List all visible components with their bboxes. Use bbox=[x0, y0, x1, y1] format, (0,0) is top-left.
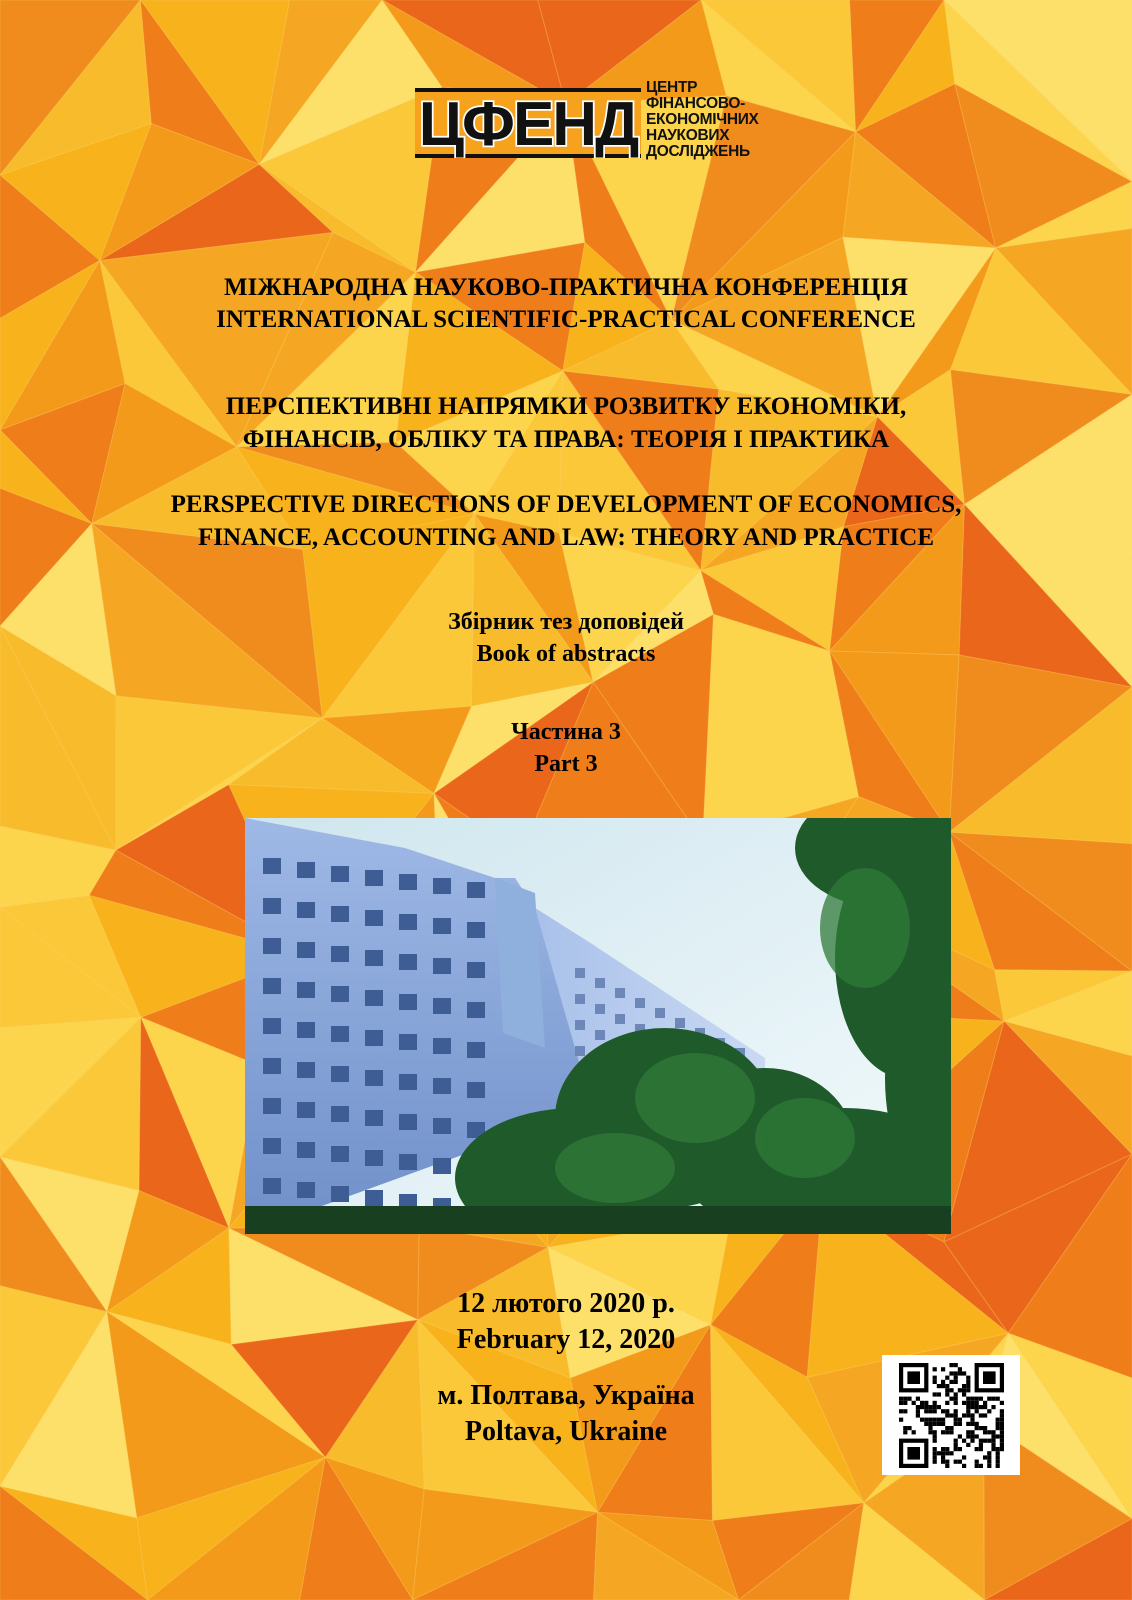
logo-line: ДОСЛІДЖЕНЬ bbox=[646, 143, 750, 160]
date-ua: 12 лютого 2020 р. bbox=[457, 1288, 675, 1319]
title-en bbox=[0, 488, 1132, 554]
date-en: February 12, 2020 bbox=[456, 1324, 676, 1355]
conference-type-ua: МІЖНАРОДНА НАУКОВО-ПРАКТИЧНА КОНФЕРЕНЦІЯ bbox=[224, 274, 908, 301]
book-label-en: Book of abstracts bbox=[476, 641, 656, 667]
title-ua-line: ФІНАНСІВ, ОБЛІКУ ТА ПРАВА: ТЕОРІЯ І ПРАКТИКА bbox=[242, 426, 890, 453]
book-label-ua: Збірник тез доповідей bbox=[448, 609, 684, 635]
title-ua bbox=[0, 390, 1132, 456]
university-building-photo bbox=[245, 818, 951, 1234]
logo-caption bbox=[646, 80, 759, 160]
part-label-en: Part 3 bbox=[534, 751, 598, 777]
title-en-line: FINANCE, ACCOUNTING AND LAW: THEORY AND PRACTICE bbox=[197, 524, 934, 551]
cfend-logo bbox=[415, 80, 785, 172]
qr-code-icon[interactable] bbox=[882, 1355, 1020, 1475]
title-ua-line: ПЕРСПЕКТИВНІ НАПРЯМКИ РОЗВИТКУ ЕКОНОМІКИ, bbox=[225, 393, 907, 420]
logo-line: ФІНАНСОВО- bbox=[646, 95, 746, 112]
logo-line: ЦЕНТР bbox=[646, 79, 698, 96]
logo-line: ЕКОНОМІЧНИХ bbox=[646, 111, 759, 128]
logo-line: НАУКОВИХ bbox=[646, 127, 730, 144]
part-label-ua: Частина 3 bbox=[511, 719, 621, 745]
logo-mark-text: ЦФЕНД bbox=[418, 90, 638, 158]
conference-date bbox=[0, 1286, 1132, 1358]
place-en: Poltava, Ukraine bbox=[464, 1416, 668, 1447]
book-label bbox=[0, 606, 1132, 670]
conference-type bbox=[0, 272, 1132, 336]
part-label bbox=[0, 716, 1132, 780]
place-ua: м. Полтава, Україна bbox=[437, 1380, 695, 1411]
title-en-line: PERSPECTIVE DIRECTIONS OF DEVELOPMENT OF ECONOMICS, bbox=[170, 491, 962, 518]
cfend-logo-icon bbox=[415, 88, 641, 158]
conference-type-en: INTERNATIONAL SCIENTIFIC-PRACTICAL CONFERENCE bbox=[216, 306, 916, 333]
